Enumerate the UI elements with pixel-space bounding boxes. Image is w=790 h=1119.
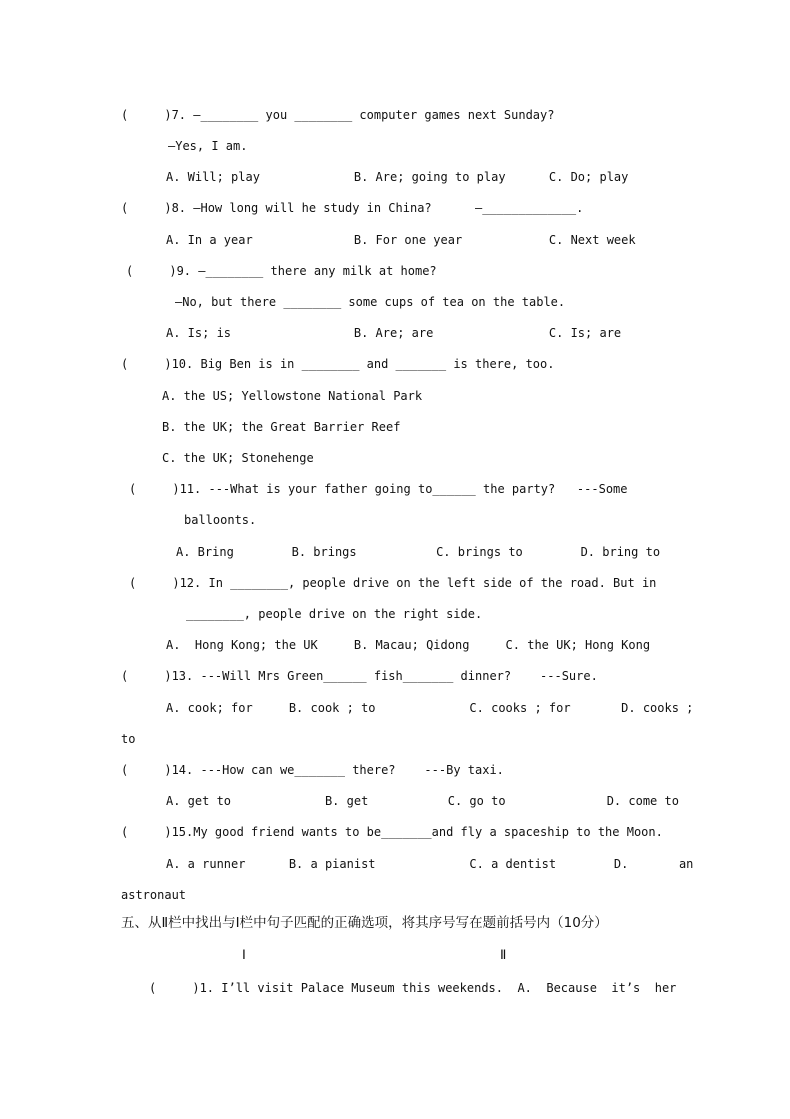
question-15-line: ( )15.My good friend wants to be_______and fly a spaceship to the Moon. — [121, 825, 663, 839]
question-12-options: A. Hong Kong; the UK B. Macau; Qidong C. the UK; Hong Kong — [166, 638, 651, 652]
question-11-continuation: balloonts. — [184, 513, 257, 527]
question-10-option-c: C. the UK; Stonehenge — [162, 451, 314, 465]
question-13-options: A. cook; for B. cook ; to C. cooks ; for D. cooks ; — [166, 701, 694, 715]
question-7-answer-line: —Yes, I am. — [168, 139, 248, 153]
question-9-answer-line: —No, but there ________ some cups of tea on the table. — [175, 295, 566, 309]
question-7-line: ( )7. —________ you ________ computer games next Sunday? — [121, 108, 555, 122]
column-2-heading: Ⅱ — [500, 948, 507, 963]
question-12-line: ( )12. In ________, people drive on the left side of the road. But in — [129, 576, 657, 590]
question-15-options: A. a runner B. a pianist C. a dentist D. an — [166, 857, 694, 871]
matching-item-1: ( )1. I’ll visit Palace Museum this weekends. A. Because it’s her — [149, 981, 677, 995]
question-13-line: ( )13. ---Will Mrs Green______ fish_______ dinner? ---Sure. — [121, 669, 598, 683]
question-14-line: ( )14. ---How can we_______ there? ---By taxi. — [121, 763, 504, 777]
column-1-heading: Ⅰ — [242, 948, 246, 963]
question-10-line: ( )10. Big Ben is in ________ and _______ is there, too. — [121, 357, 555, 371]
section-5-heading: 五、从Ⅱ栏中找出与Ⅰ栏中句子匹配的正确选项，将其序号写在题前括号内（10分） — [121, 915, 608, 931]
question-10-option-b: B. the UK; the Great Barrier Reef — [162, 420, 401, 434]
question-15-options-wrap: astronaut — [121, 888, 187, 902]
question-9-options: A. Is; is B. Are; are C. Is; are — [166, 326, 622, 340]
question-11-line: ( )11. ---What is your father going to______ the party? ---Some — [129, 482, 628, 496]
question-14-options: A. get to B. get C. go to D. come to — [166, 794, 679, 808]
question-13-options-wrap: to — [121, 732, 136, 746]
question-8-options: A. In a year B. For one year C. Next week — [166, 233, 636, 247]
question-9-line: ( )9. —________ there any milk at home? — [126, 264, 437, 278]
question-7-options: A. Will; play B. Are; going to play C. Do; play — [166, 170, 629, 184]
question-12-continuation: ________, people drive on the right side. — [186, 607, 483, 621]
question-11-options: A. Bring B. brings C. brings to D. bring to — [176, 545, 661, 559]
question-10-option-a: A. the US; Yellowstone National Park — [162, 389, 423, 403]
question-8-line: ( )8. —How long will he study in China? —_____________. — [121, 201, 584, 215]
